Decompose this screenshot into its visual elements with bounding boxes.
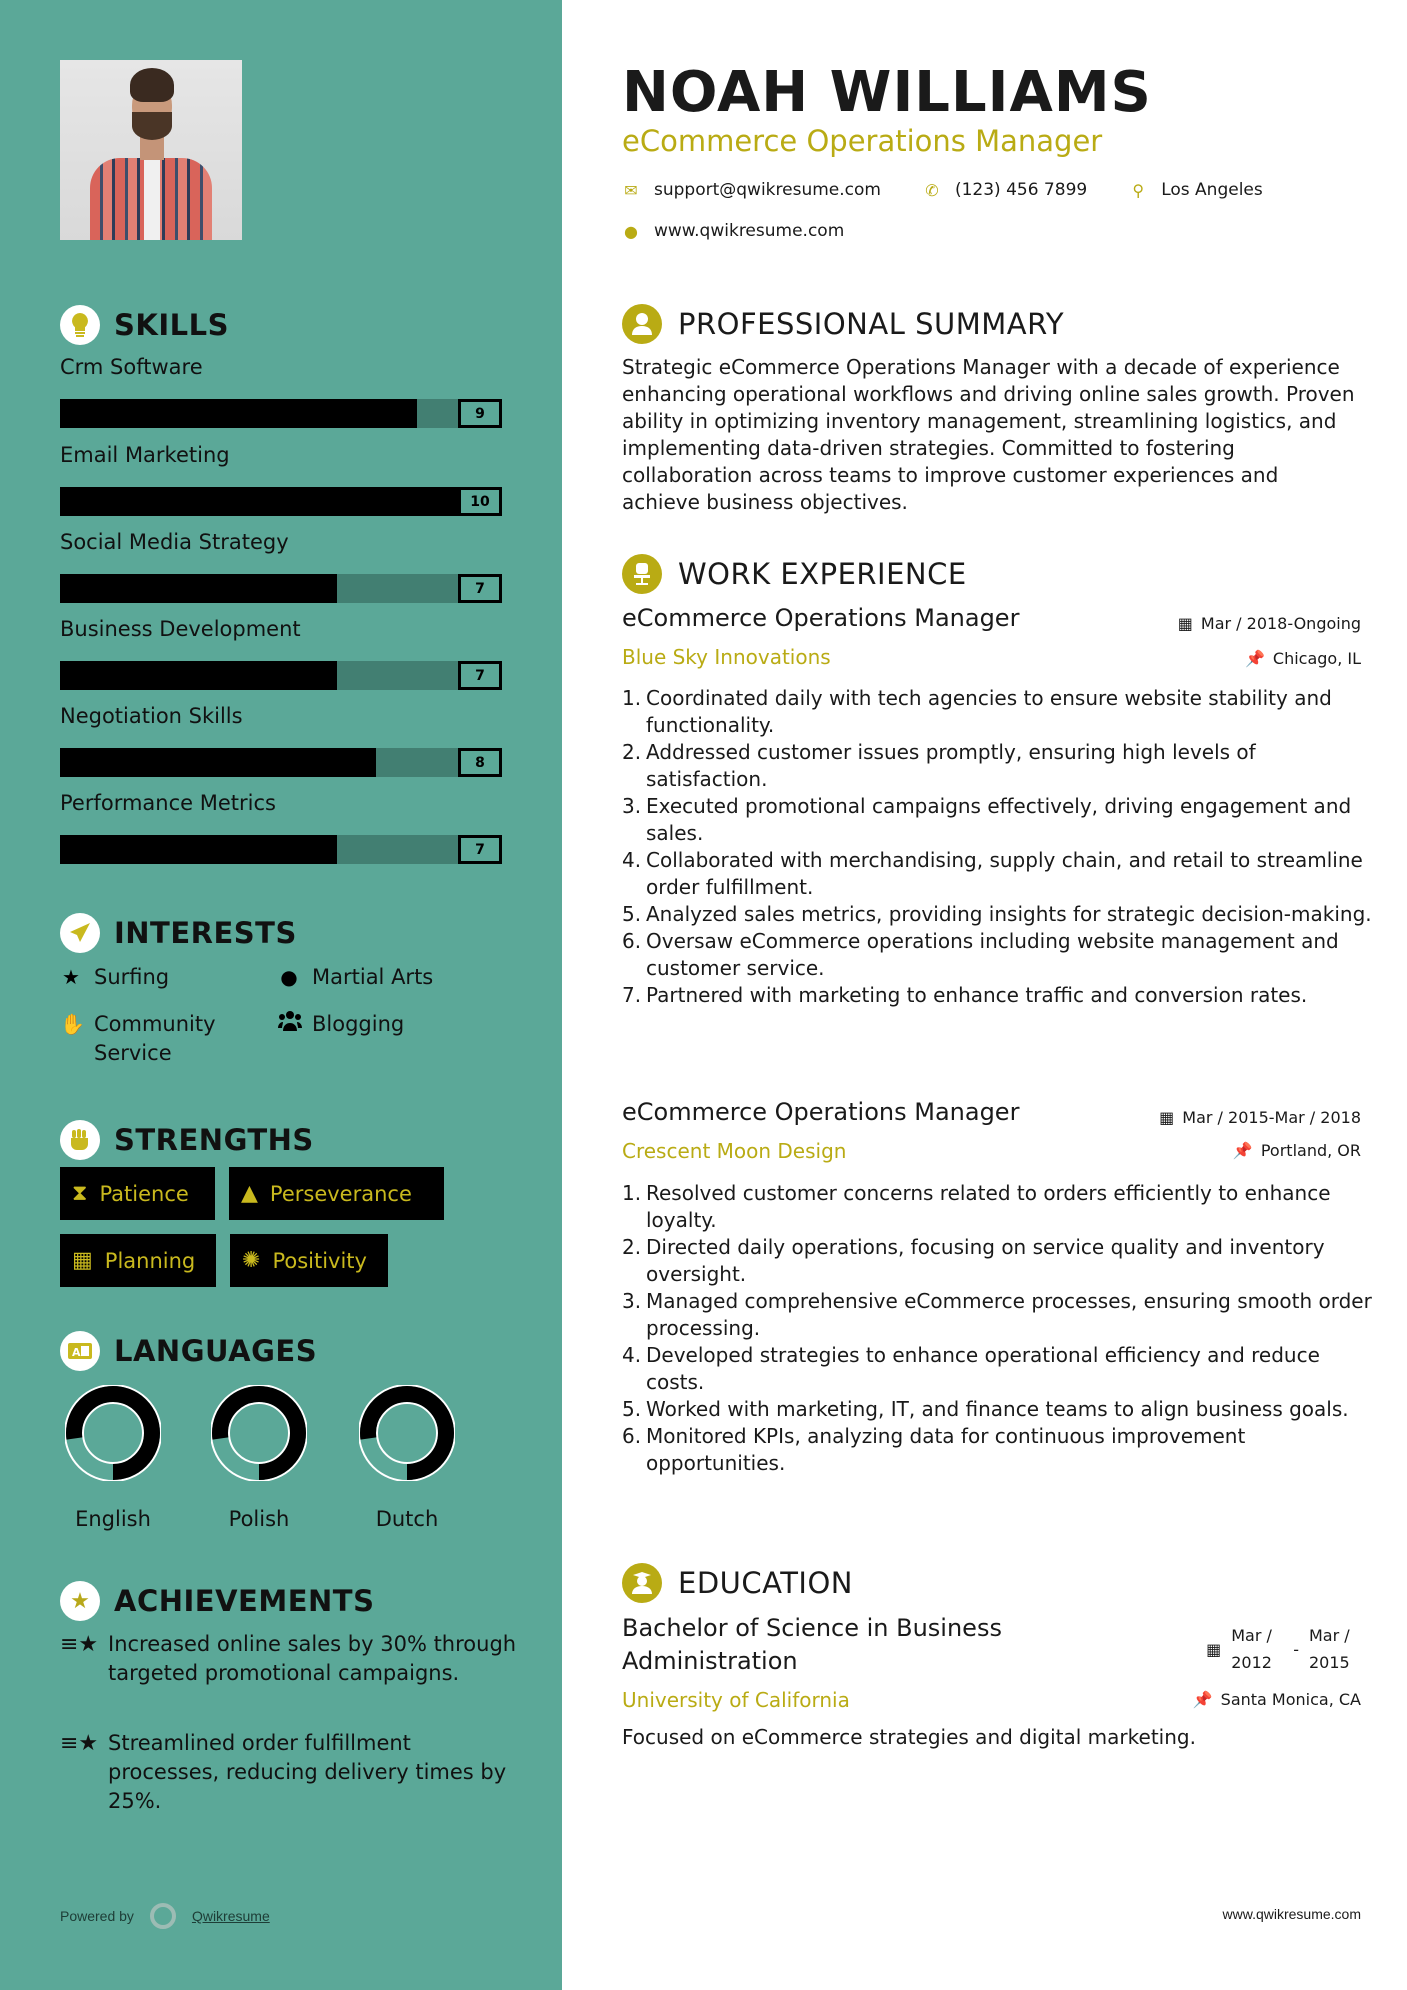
bullet-item: 6. Monitored KPIs, analyzing data for continuous improvement opportunities. (622, 1424, 1246, 1475)
skills-heading (60, 305, 229, 345)
calendar-icon: ▦ (1159, 1108, 1175, 1127)
skill-label: Performance Metrics (60, 791, 276, 815)
skill-bar (60, 661, 502, 690)
strength-tag (230, 1234, 388, 1287)
achievement-text: Streamlined order fulfillment processes, reducing delivery times by 25%. (108, 1731, 507, 1813)
svg-text:A: A (72, 1346, 81, 1359)
interest-label: Blogging (312, 1012, 405, 1036)
language-label: English (75, 1507, 151, 1531)
job-dates: ▦ Mar / 2018-Ongoing (1177, 614, 1361, 633)
sun-icon: ✺ (242, 1248, 261, 1273)
interest-item (60, 1010, 270, 1068)
contact-website[interactable]: www.qwikresume.com (654, 221, 845, 241)
strength-label: Perseverance (269, 1181, 412, 1206)
bullet-item: 6. Oversaw eCommerce operations including website management and customer service. (622, 929, 1339, 980)
graduate-icon (622, 1563, 662, 1603)
skill-bar (60, 574, 502, 603)
pushpin-icon: 📌 (1192, 1690, 1213, 1709)
skill-score: 7 (458, 574, 502, 603)
calendar-icon: ▦ (72, 1248, 93, 1273)
road-icon: ▲ (241, 1181, 258, 1206)
interests-heading (60, 913, 297, 953)
bullet-item: 3. Executed promotional campaigns effectively, driving engagement and sales. (622, 794, 1352, 845)
skill-item (60, 530, 502, 603)
interests-title: INTERESTS (114, 916, 297, 950)
skill-score: 7 (458, 661, 502, 690)
globe-icon: ● (624, 221, 638, 241)
strength-label: Planning (104, 1248, 196, 1273)
strength-label: Positivity (272, 1248, 367, 1273)
skill-label: Crm Software (60, 355, 203, 379)
skill-label: Email Marketing (60, 443, 230, 467)
bullet-item: 5. Analyzed sales metrics, providing insights for strategic decision-making. (622, 902, 1372, 926)
summary-heading (622, 304, 1064, 344)
contact-location: Los Angeles (1161, 180, 1263, 200)
language-label: Polish (228, 1507, 290, 1531)
strength-tag (229, 1167, 444, 1220)
achievement-item (60, 1630, 520, 1688)
bullet-item: 4. Collaborated with merchandising, supply chain, and retail to streamline order fulfillment. (622, 848, 1363, 899)
job-title: eCommerce Operations Manager (622, 604, 1020, 632)
strength-tag (60, 1234, 216, 1287)
fist-icon (60, 1120, 100, 1160)
contact-phone[interactable]: (123) 456 7899 (954, 180, 1088, 200)
languages-title: LANGUAGES (114, 1334, 318, 1368)
language-item (194, 1385, 324, 1531)
achievements-heading (60, 1581, 374, 1621)
paper-plane-icon (60, 913, 100, 953)
contact-email[interactable]: support@qwikresume.com (654, 180, 881, 200)
profile-photo (60, 60, 242, 240)
language-label: Dutch (375, 1507, 439, 1531)
achievement-text: Increased online sales by 30% through targeted promotional campaigns. (108, 1632, 517, 1685)
education-heading (622, 1563, 853, 1603)
bullet-item: 4. Developed strategies to enhance operational efficiency and reduce costs. (622, 1343, 1320, 1394)
interest-item (278, 1010, 404, 1040)
map-pin-icon: ⚲ (1132, 180, 1145, 200)
skill-bar (60, 487, 502, 516)
skill-item (60, 704, 502, 777)
pushpin-icon: 📌 (1232, 1141, 1253, 1160)
education-location: 📌 Santa Monica, CA (1192, 1690, 1361, 1709)
skill-bar (60, 835, 502, 864)
language-item (342, 1385, 472, 1531)
hourglass-icon: ⧗ (72, 1181, 88, 1206)
experience-heading (622, 554, 967, 594)
skill-item (60, 443, 502, 516)
language-donut-chart (359, 1385, 455, 1481)
strength-tag (60, 1167, 215, 1220)
office-chair-icon (622, 554, 662, 594)
translate-icon (60, 1331, 100, 1371)
envelope-icon: ✉ (624, 180, 638, 200)
interest-label: Surfing (94, 965, 170, 989)
language-item (48, 1385, 178, 1531)
bullet-item: 1. Resolved customer concerns related to orders efficiently to enhance loyalty. (622, 1181, 1331, 1232)
job-location: 📌 Portland, OR (1232, 1141, 1361, 1160)
school: University of California (622, 1688, 850, 1712)
bullet-item: 5. Worked with marketing, IT, and finance teams to align business goals. (622, 1397, 1349, 1421)
interest-item (60, 963, 169, 992)
bullet-item: 7. Partnered with marketing to enhance traffic and conversion rates. (622, 983, 1308, 1007)
strength-label: Patience (99, 1181, 189, 1206)
skill-item (60, 791, 502, 864)
job-dates: ▦ Mar / 2015-Mar / 2018 (1159, 1108, 1361, 1127)
experience-title: WORK EXPERIENCE (678, 557, 967, 591)
qwikresume-logo-icon (150, 1903, 176, 1929)
skill-score: 9 (458, 399, 502, 428)
job-bullets (622, 1180, 1382, 1477)
job-location: 📌 Chicago, IL (1244, 649, 1361, 668)
skill-label: Negotiation Skills (60, 704, 243, 728)
calendar-icon: ▦ (1177, 614, 1193, 633)
contact-row (622, 180, 1263, 200)
qwikresume-link[interactable]: Qwikresume (191, 1908, 270, 1924)
language-donut-chart (65, 1385, 161, 1481)
bullet-item: 2. Addressed customer issues promptly, ensuring high levels of satisfaction. (622, 740, 1256, 791)
skill-score: 7 (458, 835, 502, 864)
footer-url[interactable]: www.qwikresume.com (1222, 1906, 1361, 1922)
education-title: EDUCATION (678, 1566, 854, 1600)
phone-icon: ✆ (925, 180, 939, 200)
powered-by-label: Powered by (60, 1908, 134, 1924)
bullet-item: 1. Coordinated daily with tech agencies to ensure website stability and functionality. (622, 686, 1332, 737)
interest-item (278, 963, 433, 992)
bullet-item: 2. Directed daily operations, focusing on service quality and inventory oversight. (622, 1235, 1325, 1286)
job-company: Crescent Moon Design (622, 1139, 847, 1163)
user-icon (622, 304, 662, 344)
shooting-star-icon: ★ (60, 1581, 100, 1621)
languages-heading (60, 1331, 317, 1371)
pushpin-icon: 📌 (1244, 649, 1265, 668)
skills-title: SKILLS (114, 308, 229, 342)
skill-label: Social Media Strategy (60, 530, 289, 554)
skill-bar (60, 748, 502, 777)
candidate-name: NOAH WILLIAMS (622, 60, 1152, 125)
powered-by (60, 1903, 270, 1929)
degree: Bachelor of Science in Business Administration (622, 1614, 1002, 1675)
strengths-heading (60, 1120, 314, 1160)
achievements-title: ACHIEVEMENTS (114, 1584, 375, 1618)
skill-score: 10 (458, 487, 502, 516)
summary-title: PROFESSIONAL SUMMARY (678, 307, 1065, 341)
lightbulb-icon (60, 305, 100, 345)
globe-icon: ● (280, 965, 298, 989)
users-icon (278, 1010, 300, 1040)
shooting-star-icon: ≡★ (60, 1632, 99, 1657)
star-icon: ★ (62, 965, 80, 989)
interest-label: Community Service (94, 1012, 216, 1065)
shooting-star-icon: ≡★ (60, 1731, 99, 1756)
hand-icon: ✋ (60, 1012, 85, 1036)
education-description: Focused on eCommerce strategies and digital marketing. (622, 1725, 1196, 1749)
calendar-icon: ▦ (1206, 1639, 1222, 1659)
achievement-item (60, 1729, 520, 1816)
summary-text: Strategic eCommerce Operations Manager with a decade of experience enhancing operational workflows and driving online sales growth. Proven ability in optimizing inventory management, streamlining logistics, and implementing data-driven strategies. Committed to fostering collaboration across teams to improve customer experiences and achieve business objectives. (622, 355, 1355, 514)
skill-label: Business Development (60, 617, 301, 641)
interest-label: Martial Arts (312, 965, 434, 989)
sidebar (0, 0, 562, 1990)
skill-score: 8 (458, 748, 502, 777)
main-content (562, 0, 1407, 1990)
bullet-item: 3. Managed comprehensive eCommerce processes, ensuring smooth order processing. (622, 1289, 1372, 1340)
candidate-role: eCommerce Operations Manager (622, 124, 1103, 158)
job-bullets (622, 685, 1382, 1009)
language-donut-chart (211, 1385, 307, 1481)
skill-item (60, 617, 502, 690)
education-dates: ▦ Mar / 2012 - Mar / 2015 (1206, 1626, 1350, 1672)
contact-row (622, 221, 844, 241)
job-company: Blue Sky Innovations (622, 645, 831, 669)
skill-bar (60, 399, 502, 428)
job-title: eCommerce Operations Manager (622, 1098, 1020, 1126)
skill-item (60, 355, 502, 428)
strengths-title: STRENGTHS (114, 1123, 314, 1157)
